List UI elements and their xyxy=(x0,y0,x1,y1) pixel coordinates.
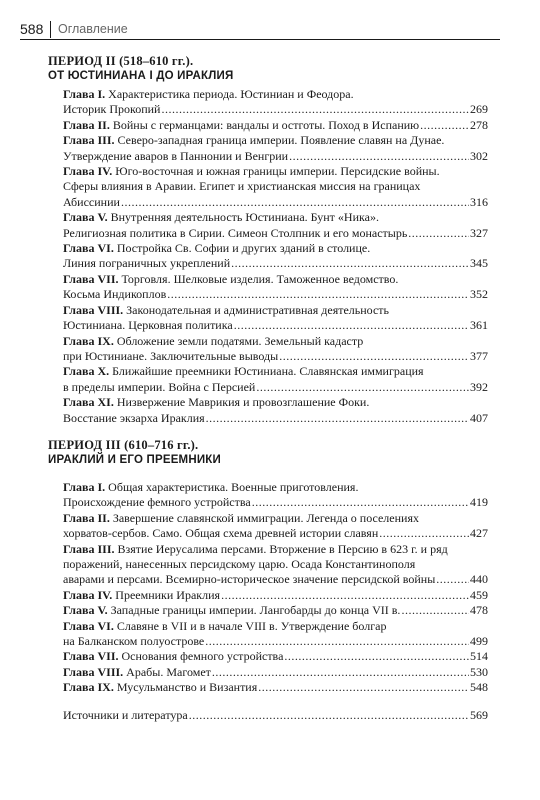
chapter-label: Глава IV. xyxy=(63,164,113,179)
toc-entry-title xyxy=(63,665,211,680)
toc-entry-title xyxy=(63,102,160,117)
toc-entry-text: Основания фемного устройства xyxy=(121,649,284,664)
toc-entry-title xyxy=(63,118,419,133)
toc-entry-title xyxy=(63,287,166,302)
toc-page-number: 316 xyxy=(470,194,488,209)
toc-entry[interactable] xyxy=(63,619,488,650)
toc-entry[interactable] xyxy=(63,588,488,603)
toc-entry-title: Источники и литература xyxy=(63,708,188,722)
header-divider xyxy=(50,21,51,38)
toc-entry-text: Преемники Ираклия xyxy=(115,587,221,602)
toc-entry-last-line xyxy=(63,318,488,333)
toc-entry[interactable] xyxy=(63,480,488,511)
toc-entry-line xyxy=(63,334,488,349)
toc-entry-title xyxy=(63,318,233,333)
toc-entry-last-line xyxy=(63,411,488,426)
header-rule xyxy=(20,39,500,40)
period-3-toc xyxy=(63,480,488,696)
toc-entry-last-line xyxy=(63,102,488,117)
toc-entry-text: Внутренняя деятельность Юстиниана. Бунт «Ника». xyxy=(110,210,379,225)
toc-entry[interactable] xyxy=(63,364,488,395)
chapter-label: Глава XI. xyxy=(63,395,114,410)
dot-leader xyxy=(205,634,469,649)
toc-entry-text: Восстание экзарха Ираклия xyxy=(63,410,205,425)
period-3-title: ПЕРИОД III (610–716 гг.). xyxy=(48,438,199,452)
toc-entry-last-line xyxy=(63,349,488,364)
chapter-label: Глава V. xyxy=(63,603,108,618)
toc-entry-last-line xyxy=(63,287,488,302)
running-title: Оглавление xyxy=(58,22,128,36)
toc-entry-text: Постройка Св. Софии и других зданий в столице. xyxy=(116,241,371,256)
toc-entry[interactable] xyxy=(63,87,488,118)
running-header xyxy=(20,20,500,40)
toc-entry-last-line xyxy=(63,588,488,603)
toc-entry-last-line xyxy=(63,495,488,510)
toc-entry-title xyxy=(63,149,288,164)
toc-entry-text: Утверждение аваров в Паннонии и Венгрии xyxy=(63,148,289,163)
dot-leader xyxy=(221,588,469,603)
toc-entry-text: Низвержение Маврикия и провозглашение Фоки. xyxy=(116,395,370,410)
dot-leader xyxy=(234,318,469,333)
toc-entry-line xyxy=(63,395,488,410)
toc-page-number: 302 xyxy=(470,148,488,163)
chapter-label: Глава VI. xyxy=(63,241,114,256)
toc-entry-line xyxy=(63,619,488,634)
toc-page-number: 269 xyxy=(470,102,488,117)
toc-entry-text: Северо-западная граница империи. Появление славян на Дунае. xyxy=(117,133,445,148)
dot-leader xyxy=(379,526,469,541)
toc-entry-title xyxy=(63,634,204,649)
dot-leader xyxy=(401,603,469,618)
chapter-label: Глава VII. xyxy=(63,271,119,286)
dot-leader xyxy=(279,349,469,364)
toc-entry-title xyxy=(63,495,251,510)
toc-page-number: 361 xyxy=(470,318,488,333)
toc-page-number: 352 xyxy=(470,287,488,302)
dot-leader xyxy=(408,226,469,241)
toc-entry-line xyxy=(63,542,488,557)
chapter-label: Глава II. xyxy=(63,510,110,525)
toc-entry-last-line xyxy=(63,603,488,618)
dot-leader xyxy=(189,708,469,723)
toc-entry-text: Сферы влияния в Аравии. Египет и христианская миссия на границах xyxy=(63,179,421,194)
toc-entry-text: на Балканском полуострове xyxy=(63,634,205,649)
toc-page-number: 345 xyxy=(470,256,488,271)
toc-entry-text: Завершение славянской иммиграции. Легенда о поселениях xyxy=(112,510,419,525)
toc-entry-title xyxy=(63,603,400,618)
toc-entry-line xyxy=(63,210,488,225)
toc-entry-text: Линия пограничных укреплений xyxy=(63,256,231,271)
toc-page-number: 427 xyxy=(470,526,488,541)
toc-entry-last-line xyxy=(63,256,488,271)
toc-entry-title xyxy=(63,619,386,633)
dot-leader xyxy=(252,495,469,510)
chapter-label: Глава VII. xyxy=(63,649,119,664)
toc-entry[interactable] xyxy=(63,603,488,618)
chapter-label: Глава I. xyxy=(63,480,106,494)
toc-entry-title xyxy=(63,334,363,348)
sources-toc xyxy=(63,708,488,723)
toc-entry-text: Арабы. Магомет xyxy=(126,664,211,679)
toc-entry-line xyxy=(63,364,488,379)
toc-page-number: 419 xyxy=(470,495,488,510)
toc-entry-text: Обложение земли податями. Земельный кадастр xyxy=(116,333,364,348)
toc-entry-title xyxy=(63,542,448,556)
toc-page-number: 440 xyxy=(470,572,488,587)
period-2-toc xyxy=(63,87,488,426)
toc-entry[interactable] xyxy=(63,118,488,133)
toc-entry-line xyxy=(63,241,488,256)
toc-entry-title xyxy=(63,557,415,571)
toc-entry-title xyxy=(63,395,369,409)
dot-leader xyxy=(167,287,469,302)
period-2-title: ПЕРИОД II (518–610 гг.). xyxy=(48,54,194,68)
toc-page-number: 392 xyxy=(470,379,488,394)
toc-entry-title xyxy=(63,411,205,426)
toc-entry-text: при Юстиниане. Заключительные выводы xyxy=(63,348,279,363)
toc-entry-title xyxy=(63,195,120,210)
toc-entry-title xyxy=(63,349,278,364)
dot-leader xyxy=(256,380,469,395)
dot-leader xyxy=(212,665,469,680)
toc-entry-title xyxy=(63,210,379,224)
toc-entry[interactable] xyxy=(63,542,488,588)
toc-entry[interactable] xyxy=(63,303,488,334)
dot-leader xyxy=(121,195,469,210)
toc-entry[interactable] xyxy=(63,334,488,365)
toc-entry-text: Войны с германцами: вандалы и остготы. Поход в Испанию xyxy=(112,117,420,132)
toc-entry-title xyxy=(63,364,424,378)
toc-entry-sources[interactable] xyxy=(63,708,488,723)
toc-entry-title xyxy=(63,303,389,317)
toc-entry-text: Законодательная и административная деятельность xyxy=(126,302,390,317)
toc-page-number: 459 xyxy=(470,587,488,602)
toc-entry-title xyxy=(63,649,283,664)
toc-entry-last-line xyxy=(63,526,488,541)
toc-entry-text: Характеристика периода. Юстиниан и Феодора. xyxy=(108,87,354,101)
toc-entry-title xyxy=(63,380,255,395)
toc-entry-title xyxy=(63,133,444,147)
toc-entry-line xyxy=(63,164,488,179)
toc-page-number: 407 xyxy=(470,410,488,425)
toc-entry-text: Взятие Иерусалима персами. Вторжение в Персию в 623 г. и ряд xyxy=(117,541,448,556)
toc-entry-line xyxy=(63,133,488,148)
toc-entry-last-line xyxy=(63,195,488,210)
toc-entry[interactable] xyxy=(63,133,488,164)
toc-entry-line xyxy=(63,87,488,102)
toc-entry-text: в пределы империи. Война с Персией xyxy=(63,379,256,394)
toc-entry-line xyxy=(63,303,488,318)
chapter-label: Глава IV. xyxy=(63,587,113,602)
dot-leader xyxy=(436,572,469,587)
toc-entry[interactable] xyxy=(63,210,488,241)
page-number: 588 xyxy=(20,21,44,37)
toc-page-number: 478 xyxy=(470,603,488,618)
toc-entry-text: Общая характеристика. Военные приготовления. xyxy=(108,480,359,494)
toc-entry-text: поражений, нанесенных персидскому царю. Осада Константинополя xyxy=(63,557,416,572)
chapter-label: Глава I. xyxy=(63,87,106,101)
toc-entry-title xyxy=(63,572,435,587)
dot-leader xyxy=(206,411,469,426)
toc-entry-line xyxy=(63,272,488,287)
chapter-label: Глава VI. xyxy=(63,618,114,633)
dot-leader xyxy=(161,102,469,117)
toc-entry-title xyxy=(63,87,354,101)
toc-entry-last-line xyxy=(63,380,488,395)
chapter-label: Глава III. xyxy=(63,541,115,556)
toc-entry[interactable] xyxy=(63,649,488,664)
toc-entry-text: Историк Прокопий xyxy=(63,102,161,117)
period-3-subtitle: ИРАКЛИЙ И ЕГО ПРЕЕМНИКИ xyxy=(48,454,221,466)
toc-entry-title xyxy=(63,272,398,286)
toc-entry-title xyxy=(63,480,358,494)
chapter-label: Глава IX. xyxy=(63,333,114,348)
toc-entry-text: Происхождение фемного устройства xyxy=(63,495,251,510)
dot-leader xyxy=(231,256,469,271)
toc-entry-line xyxy=(63,557,488,572)
toc-entry[interactable] xyxy=(63,164,488,210)
toc-entry-title xyxy=(63,179,420,193)
toc-entry-text: Славяне в VII и в начале VIII в. Утверждение болгар xyxy=(116,618,387,633)
toc-entry-text: Ближайшие преемники Юстиниана. Славянская иммиграция xyxy=(112,364,424,379)
toc-page-number: 530 xyxy=(470,664,488,679)
chapter-label: Глава VIII. xyxy=(63,664,124,679)
dot-leader xyxy=(284,649,469,664)
chapter-label: Глава IX. xyxy=(63,680,114,695)
toc-entry-text: аварами и персами. Всемирно-историческое значение персидской войны xyxy=(63,572,436,587)
chapter-label: Глава II. xyxy=(63,117,110,132)
toc-entry-text: Косьма Индикоплов xyxy=(63,287,167,302)
toc-page-number: 278 xyxy=(470,117,488,132)
toc-page-number: 548 xyxy=(470,680,488,695)
toc-entry-text: Западные границы империи. Лангобарды до конца VII в. xyxy=(110,603,401,618)
toc-entry-last-line xyxy=(63,649,488,664)
toc-entry-line xyxy=(63,179,488,194)
dot-leader xyxy=(258,680,469,695)
toc-entry-title xyxy=(63,680,257,695)
toc-entry-title xyxy=(63,588,220,603)
toc-entry-text: Юго-восточная и южная границы империи. Персидские войны. xyxy=(115,164,440,179)
period-3-heading xyxy=(48,438,488,468)
toc-entry-text: Юстиниана. Церковная политика xyxy=(63,318,233,333)
toc-page-number: 377 xyxy=(470,348,488,363)
toc-entry-last-line xyxy=(63,634,488,649)
toc-entry-title xyxy=(63,256,230,271)
toc-entry[interactable] xyxy=(63,272,488,303)
toc-entry-text: Абиссинии xyxy=(63,194,120,209)
toc-entry-last-line xyxy=(63,680,488,695)
toc-entry-last-line xyxy=(63,665,488,680)
chapter-label: Глава VIII. xyxy=(63,302,124,317)
toc-page-number: 569 xyxy=(470,708,488,722)
toc-entry-text: Религиозная политика в Сирии. Симеон Столпник и его монастырь xyxy=(63,225,408,240)
toc-entry-last-line xyxy=(63,572,488,587)
toc-entry[interactable] xyxy=(63,395,488,426)
toc-entry-title xyxy=(63,511,419,525)
dot-leader xyxy=(420,118,469,133)
toc-entry-title xyxy=(63,526,378,541)
toc-page-number: 514 xyxy=(470,649,488,664)
toc-entry[interactable] xyxy=(63,680,488,695)
toc-entry-last-line xyxy=(63,149,488,164)
toc-entry-line xyxy=(63,511,488,526)
chapter-label: Глава V. xyxy=(63,210,108,225)
toc-entry-title xyxy=(63,226,407,241)
period-2-subtitle: ОТ ЮСТИНИАНА I ДО ИРАКЛИЯ xyxy=(48,70,234,82)
toc-entry-last-line xyxy=(63,226,488,241)
chapter-label: Глава X. xyxy=(63,364,110,379)
chapter-label: Глава III. xyxy=(63,133,115,148)
toc-entry-text: Мусульманство и Византия xyxy=(116,680,258,695)
toc-entry[interactable] xyxy=(63,511,488,542)
toc-entry-text: хорватов-сербов. Само. Общая схема древней истории славян xyxy=(63,526,379,541)
toc-entry-line xyxy=(63,480,488,495)
dot-leader xyxy=(289,149,469,164)
toc-entry[interactable] xyxy=(63,241,488,272)
toc-entry-title xyxy=(63,241,370,255)
toc-entry-text: Торговля. Шелковые изделия. Таможенное ведомство. xyxy=(121,271,399,286)
toc-entry-last-line xyxy=(63,118,488,133)
toc-entry[interactable] xyxy=(63,665,488,680)
toc-page-number: 327 xyxy=(470,225,488,240)
period-2-heading xyxy=(48,54,488,84)
toc-page-number: 499 xyxy=(470,634,488,649)
toc-entry-title xyxy=(63,164,440,178)
